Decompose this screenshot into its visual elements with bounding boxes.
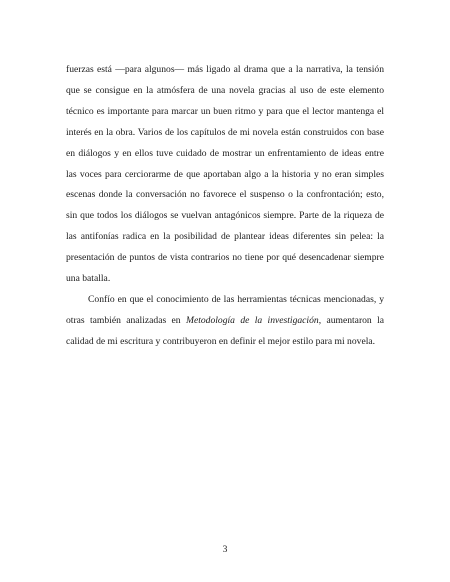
paragraph-conclusion bbox=[66, 290, 384, 353]
paragraph-text-end: , aumentaron la calidad de mi escritura y contribuyeron en definir el mejor estilo para mi novela. bbox=[66, 314, 385, 347]
paragraph-text-start: Confío en que el conocimiento de las herramientas técnicas mencionadas, y otras también analizadas en bbox=[66, 293, 384, 326]
paragraph-continuation: fuerzas está —para algunos— más ligado al drama que a la narrativa, la tensión que se consigue en la atmósfera de una novela gracias al uso de este elemento técnico es importante para marcar un buen ritmo y para que el lector mantenga el interés en la obra. Varios de los capítulos de mi novela están construidos con base en diálogos y en ellos tuve cuidado de mostrar un enfrentamiento de ideas entre las voces para cerciorarme de que aportaban algo a la historia y no eran simples escenas donde la conversación no favorece el suspenso o la confrontación; esto, sin que todos los diálogos se vuelvan antagónicos siempre. Parte de la riqueza de las antifonías radica en la posibilidad de plantear ideas diferentes sin pelea: la presentación de puntos de vista contrarios no tiene por qué desencadenar siempre una batalla. bbox=[66, 64, 384, 285]
body-text bbox=[66, 60, 384, 353]
page-number: 3 bbox=[222, 544, 228, 555]
book-title: Metodología de la investigación bbox=[185, 314, 319, 326]
